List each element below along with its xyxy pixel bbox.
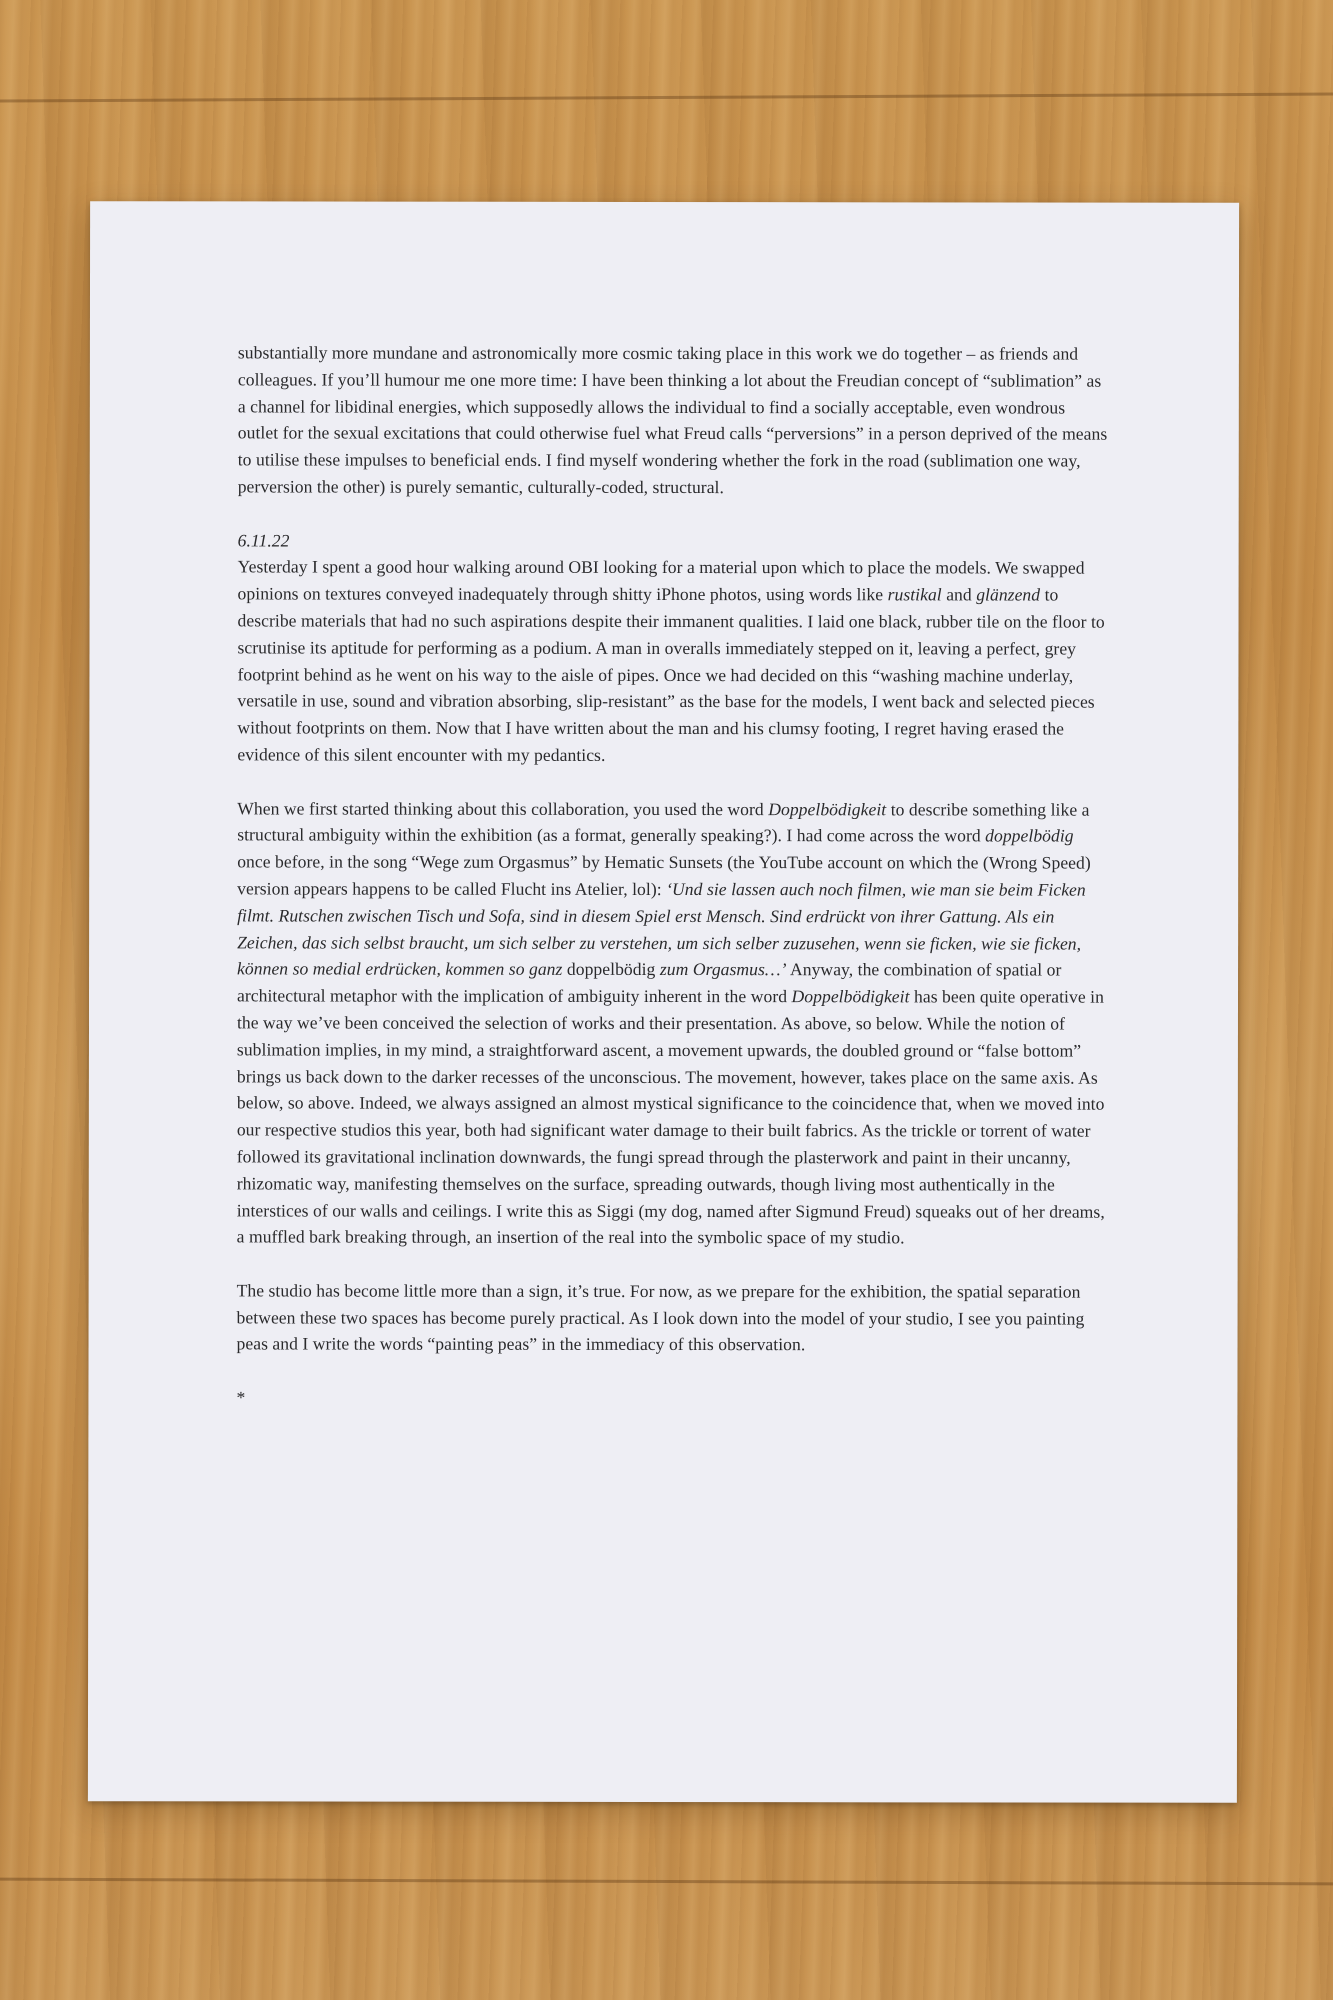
song-lyrics-quote-end: zum Orgasmus…’ — [659, 959, 787, 980]
italic-term: doppelbödig — [985, 825, 1074, 846]
song-lyrics-quote: ‘Und sie lassen auch noch filmen, wie man sie beim Ficken filmt. Rutschen zwischen Tisch und Sofa, sind in diesem Spiel erst Mensch. Sind erdrückt von ihrer Gattung. Als ein Zeichen, das sich selbst braucht, um sich selber zu verstehen, um sich selber zuzusehen, wenn sie ficken, wie sie ficken, können so medial erdrücken, kommen so ganz — [237, 878, 1086, 980]
text-span: to describe materials that had no such aspirations despite their immanent qualities. I laid one black, rubber tile on the floor to scrutinise its aptitude for performing as a podium. A man in overalls immediately stepped on it, leaving a perfect, grey footprint behind as he went on his way to the aisle of pipes. Once we had decided on this “washing machine underlay, versatile in use, sound and vibration absorbing, slip-resistant” as the base for the models, I went back and selected pieces without footprints on them. Now that I have written about the man and his clumsy footing, I regret having erased the evidence of this silent encounter with my pedantics. — [237, 584, 1105, 765]
italic-term: glänzend — [976, 584, 1041, 605]
text-span: When we first started thinking about this collaboration, you used the word — [237, 797, 769, 819]
text-span: doppelbödig — [562, 959, 660, 980]
wood-plank-seam-top — [0, 93, 1333, 103]
text-span: has been quite operative in the way we’ve been conceived the selection of works and their presentation. As above, so below. While the notion of sublimation implies, in my mind, a straightforward ascent, a movement upwards, the doubled ground or “false bottom” brings us back down to the darker recesses of the unconscious. The movement, however, takes place on the same axis. As below, so above. Indeed, we always assigned an almost mystical significance to the coincidence that, when we moved into our respective studios this year, both had significant water damage to their built fabrics. As the trickle or torrent of water followed its gravitational inclination downwards, the fungi spread through the plasterwork and paint in their uncanny, rhizomatic way, manifesting themselves on the surface, spreading outwards, though living most authentically in the interstices of our walls and ceilings. I write this as Siggi (my dog, named after Sigmund Freud) squeaks out of her dreams, a muffled bark breaking through, an insertion of the real into the symbolic space of my studio. — [236, 986, 1105, 1248]
wood-plank-seam-bottom — [0, 1878, 1333, 1886]
entry-date: 6.11.22 — [237, 529, 290, 551]
text-span: and — [941, 584, 977, 605]
text-span: Yesterday I spent a good hour walking around OBI looking for a material upon which to place the models. We swapped opinions on textures conveyed inadequately through shitty iPhone photos, using words like — [237, 556, 1085, 605]
section-asterisk: * — [236, 1387, 246, 1408]
paragraph-studio-sign: The studio has become little more than a sign, it’s true. For now, as we prepare for the exhibition, the spatial separation between these two spaces has become purely practical. As I look down into the model of your studio, I see you painting peas and I write the words “painting peas” in the immediacy of this observation. — [236, 1280, 1085, 1355]
italic-term: rustikal — [887, 584, 942, 605]
text-span: Anyway, the combination of spatial or architectural metaphor with the implication of ambiguity inherent in the word — [236, 959, 1062, 1007]
italic-term: Doppelbödigkeit — [791, 986, 910, 1007]
paper-sheet — [88, 201, 1239, 1803]
paragraph-sublimation: substantially more mundane and astronomically more cosmic taking place in this work we do together – as friends and colleagues. If you’ll humour me one more time: I have been thinking a lot about the Freudian concept of “sublimation” as a channel for libidinal energies, which supposedly allows the individual to find a socially acceptable, even wondrous outlet for the sexual excitations that could otherwise fuel what Freud calls “perversions” in a person deprived of the means to utilise these impulses to beneficial ends. I find myself wondering whether the fork in the road (sublimation one way, perversion the other) is purely semantic, culturally-coded, structural. — [237, 342, 1108, 498]
text-span: to describe something like a structural ambiguity within the exhibition (as a format, generally speaking?). I had come across the word — [237, 798, 1090, 846]
italic-term: Doppelbödigkeit — [768, 798, 887, 819]
document-body — [236, 339, 1107, 1412]
paragraph-obi — [237, 554, 1107, 770]
text-span: once before, in the song “Wege zum Orgasmus” by Hematic Sunsets (the YouTube account on which the (Wrong Speed) version appears happens to be called Flucht ins Atelier, lol): — [237, 851, 1091, 899]
paragraph-doppelbodigkeit — [237, 795, 1108, 1252]
